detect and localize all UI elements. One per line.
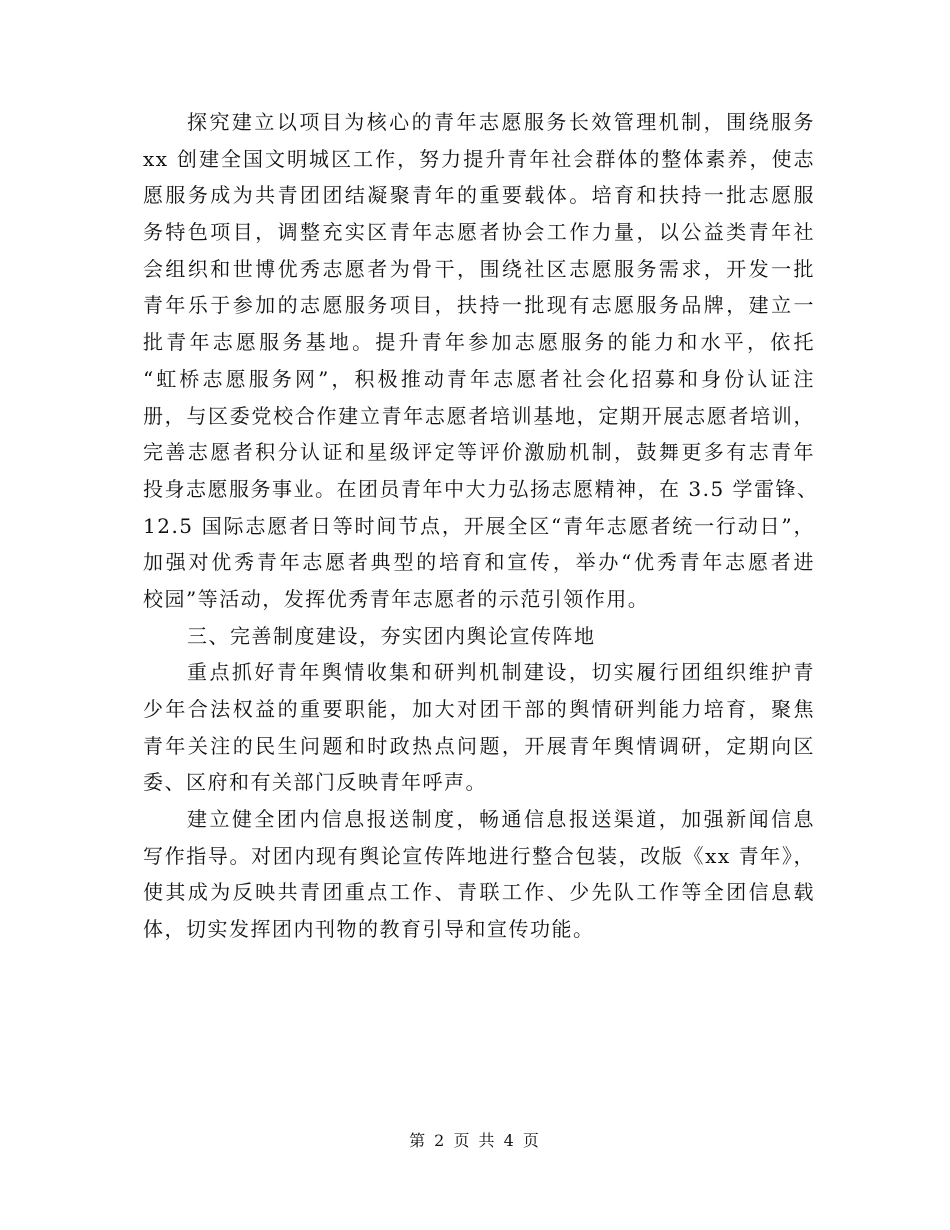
text-line: 青年乐于参加的志愿服务项目，扶持一批现有志愿服务品牌，建立一 (143, 293, 815, 318)
text-line: 批青年志愿服务基地。提升青年参加志愿服务的能力和水平，依托 (143, 330, 815, 355)
paragraph-public-opinion (143, 654, 815, 801)
text-line: 委、区府和有关部门反映青年呼声。 (143, 770, 487, 795)
text-line: 写作指导。对团内现有舆论宣传阵地进行整合包装，改版《xx 青年》， (143, 843, 815, 868)
text-line: 12.5 国际志愿者日等时间节点，开展全区“青年志愿者统一行动日”， (143, 513, 815, 538)
text-line: 建立健全团内信息报送制度，畅通信息报送渠道，加强新闻信息 (187, 807, 815, 832)
text-line: 会组织和世博优秀志愿者为骨干，围绕社区志愿服务需求，开发一批 (143, 256, 815, 281)
section-heading (143, 618, 815, 655)
text-line: 投身志愿服务事业。在团员青年中大力弘扬志愿精神，在 3.5 学雷锋、 (143, 476, 819, 501)
paragraph-information-reporting (143, 801, 815, 948)
text-line: 少年合法权益的重要职能，加大对团干部的舆情研判能力培育，聚焦 (143, 697, 815, 721)
text-line: 探究建立以项目为核心的青年志愿服务长效管理机制，围绕服务 (187, 110, 815, 134)
text-line: xx 创建全国文明城区工作，努力提升青年社会群体的整体素养，使志 (143, 146, 815, 171)
paragraph-volunteer-service (143, 104, 819, 618)
text-line: 青年关注的民生问题和时政热点问题，开展青年舆情调研，定期向区 (143, 733, 815, 758)
text-line: 校园”等活动，发挥优秀青年志愿者的示范引领作用。 (143, 586, 650, 611)
document-body (143, 104, 819, 948)
heading-text: 三、完善制度建设，夯实团内舆论宣传阵地 (187, 623, 596, 648)
text-line: 愿服务成为共青团团结凝聚青年的重要载体。培育和扶持一批志愿服 (143, 183, 815, 208)
text-line: 册，与区委党校合作建立青年志愿者培训基地，定期开展志愿者培训， (143, 403, 815, 428)
text-line: 使其成为反映共青团重点工作、青联工作、少先队工作等全团信息载 (143, 880, 815, 905)
text-line: 体，切实发挥团内刊物的教育引导和宣传功能。 (143, 917, 595, 942)
page-number-footer: 第 2 页 共 4 页 (409, 1131, 541, 1150)
text-line: 务特色项目，调整充实区青年志愿者协会工作力量，以公益类青年社 (143, 220, 815, 245)
text-line: 完善志愿者积分认证和星级评定等评价激励机制，鼓舞更多有志青年 (143, 440, 815, 465)
text-line: 加强对优秀青年志愿者典型的培育和宣传，举办“优秀青年志愿者进 (143, 550, 815, 575)
text-line: “虹桥志愿服务网”，积极推动青年志愿者社会化招募和身份认证注 (143, 366, 815, 391)
text-line: 重点抓好青年舆情收集和研判机制建设，切实履行团组织维护青 (187, 660, 815, 685)
